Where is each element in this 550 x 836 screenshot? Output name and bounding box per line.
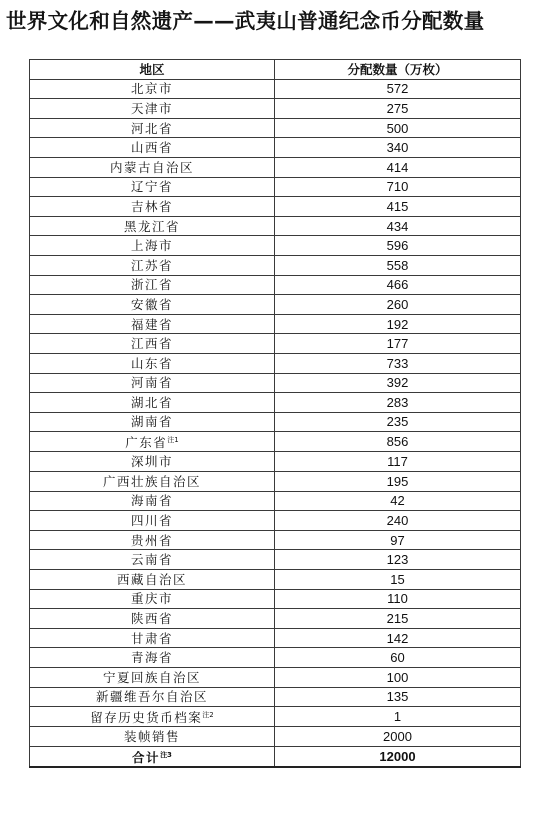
region-cell [30, 118, 275, 138]
region-name: 福建省 [130, 316, 173, 332]
region-name: 青海省 [130, 650, 173, 666]
amount-cell: 177 [275, 334, 521, 354]
table-row [30, 393, 521, 413]
amount-cell: 142 [275, 628, 521, 648]
region-name: 留存历史货币档案 [90, 710, 203, 726]
allocation-table [29, 59, 521, 768]
amount-cell: 434 [275, 216, 521, 236]
table-row [30, 648, 521, 668]
region-name: 江西省 [130, 336, 173, 352]
amount-cell: 2000 [275, 727, 521, 747]
region-name: 广东省 [125, 435, 168, 451]
table-row [30, 432, 521, 452]
region-name: 北京市 [130, 81, 173, 97]
table-row [30, 412, 521, 432]
amount-cell: 192 [275, 314, 521, 334]
region-name: 黑龙江省 [123, 218, 180, 234]
table-row [30, 216, 521, 236]
table-row [30, 353, 521, 373]
amount-cell: 466 [275, 275, 521, 295]
table-row [30, 314, 521, 334]
amount-cell: 596 [275, 236, 521, 256]
region-cell [30, 197, 275, 217]
region-column-header: 地区 [30, 60, 275, 80]
amount-cell: 414 [275, 157, 521, 177]
amount-cell: 1 [275, 707, 521, 727]
table-row [30, 334, 521, 354]
region-name: 河南省 [130, 375, 173, 391]
region-name: 宁夏回族自治区 [102, 669, 201, 685]
amount-column-header: 分配数量（万枚） [275, 60, 521, 80]
region-name: 广西壮族自治区 [102, 473, 201, 489]
table-row [30, 530, 521, 550]
region-cell [30, 295, 275, 315]
region-name: 重庆市 [130, 591, 173, 607]
amount-cell: 500 [275, 118, 521, 138]
amount-cell: 572 [275, 79, 521, 99]
region-name: 辽宁省 [130, 179, 173, 195]
region-cell [30, 687, 275, 707]
region-name: 四川省 [130, 513, 173, 529]
region-cell [30, 255, 275, 275]
region-cell [30, 491, 275, 511]
table-row [30, 118, 521, 138]
region-name: 甘肃省 [130, 630, 173, 646]
region-name: 深圳市 [130, 454, 173, 470]
total-label: 合计 [132, 750, 161, 766]
total-amount-cell: 12000 [275, 746, 521, 767]
table-row [30, 727, 521, 747]
amount-cell: 97 [275, 530, 521, 550]
table-row [30, 236, 521, 256]
amount-cell: 195 [275, 472, 521, 492]
amount-cell: 240 [275, 511, 521, 531]
table-row [30, 511, 521, 531]
table-row [30, 491, 521, 511]
region-name: 西藏自治区 [116, 571, 187, 587]
region-cell [30, 609, 275, 629]
amount-cell: 135 [275, 687, 521, 707]
region-cell [30, 530, 275, 550]
table-row [30, 609, 521, 629]
footnote-mark: 注1 [167, 436, 179, 445]
region-cell [30, 373, 275, 393]
region-cell [30, 589, 275, 609]
table-row [30, 667, 521, 687]
region-name: 浙江省 [130, 277, 173, 293]
amount-cell: 123 [275, 550, 521, 570]
amount-cell: 260 [275, 295, 521, 315]
table-header-row [30, 60, 521, 80]
amount-cell: 117 [275, 452, 521, 472]
region-name: 安徽省 [130, 296, 173, 312]
table-row [30, 373, 521, 393]
region-cell [30, 99, 275, 119]
region-name: 吉林省 [130, 198, 173, 214]
region-cell [30, 138, 275, 158]
amount-cell: 42 [275, 491, 521, 511]
region-cell [30, 157, 275, 177]
table-row [30, 275, 521, 295]
amount-cell: 733 [275, 353, 521, 373]
region-cell [30, 472, 275, 492]
total-note-mark: 注3 [160, 750, 172, 759]
amount-cell: 283 [275, 393, 521, 413]
region-name: 河北省 [130, 120, 173, 136]
table-row [30, 452, 521, 472]
amount-cell: 710 [275, 177, 521, 197]
region-name: 海南省 [130, 493, 173, 509]
table-row [30, 197, 521, 217]
table-row [30, 295, 521, 315]
amount-cell: 415 [275, 197, 521, 217]
region-cell [30, 667, 275, 687]
region-name: 湖南省 [130, 414, 173, 430]
amount-cell: 340 [275, 138, 521, 158]
table-row [30, 177, 521, 197]
footnote-mark: 注2 [202, 711, 214, 720]
region-cell [30, 79, 275, 99]
table-row [30, 255, 521, 275]
amount-cell: 235 [275, 412, 521, 432]
amount-cell: 15 [275, 570, 521, 590]
region-cell [30, 334, 275, 354]
region-name: 装帧销售 [123, 729, 180, 745]
region-name: 江苏省 [130, 257, 173, 273]
region-name: 山西省 [130, 140, 173, 156]
region-cell [30, 570, 275, 590]
table-row [30, 157, 521, 177]
total-label-cell [30, 746, 275, 767]
table-row [30, 138, 521, 158]
amount-cell: 856 [275, 432, 521, 452]
total-row [30, 746, 521, 767]
region-cell [30, 177, 275, 197]
table-row [30, 550, 521, 570]
region-name: 新疆维吾尔自治区 [95, 689, 208, 705]
region-cell [30, 550, 275, 570]
region-cell [30, 628, 275, 648]
amount-cell: 100 [275, 667, 521, 687]
region-name: 陕西省 [130, 610, 173, 626]
region-cell [30, 275, 275, 295]
region-name: 山东省 [130, 355, 173, 371]
region-name: 云南省 [130, 552, 173, 568]
amount-cell: 275 [275, 99, 521, 119]
table-row [30, 79, 521, 99]
amount-cell: 215 [275, 609, 521, 629]
table-row [30, 628, 521, 648]
amount-cell: 60 [275, 648, 521, 668]
region-cell [30, 216, 275, 236]
table-row [30, 589, 521, 609]
region-cell [30, 432, 275, 452]
region-name: 内蒙古自治区 [109, 159, 194, 175]
table-row [30, 570, 521, 590]
region-name: 上海市 [130, 238, 173, 254]
region-cell [30, 393, 275, 413]
table-row [30, 472, 521, 492]
table-row [30, 99, 521, 119]
region-cell [30, 452, 275, 472]
region-cell [30, 727, 275, 747]
region-name: 天津市 [130, 100, 173, 116]
table-body [30, 79, 521, 746]
region-cell [30, 353, 275, 373]
region-name: 贵州省 [130, 532, 173, 548]
region-cell [30, 236, 275, 256]
region-cell [30, 314, 275, 334]
amount-cell: 392 [275, 373, 521, 393]
region-name: 湖北省 [130, 394, 173, 410]
table-row [30, 687, 521, 707]
region-cell [30, 648, 275, 668]
region-cell [30, 511, 275, 531]
region-cell [30, 412, 275, 432]
page-title: 世界文化和自然遗产——武夷山普通纪念币分配数量 [6, 9, 485, 33]
amount-cell: 110 [275, 589, 521, 609]
amount-cell: 558 [275, 255, 521, 275]
table-row [30, 707, 521, 727]
region-cell [30, 707, 275, 727]
